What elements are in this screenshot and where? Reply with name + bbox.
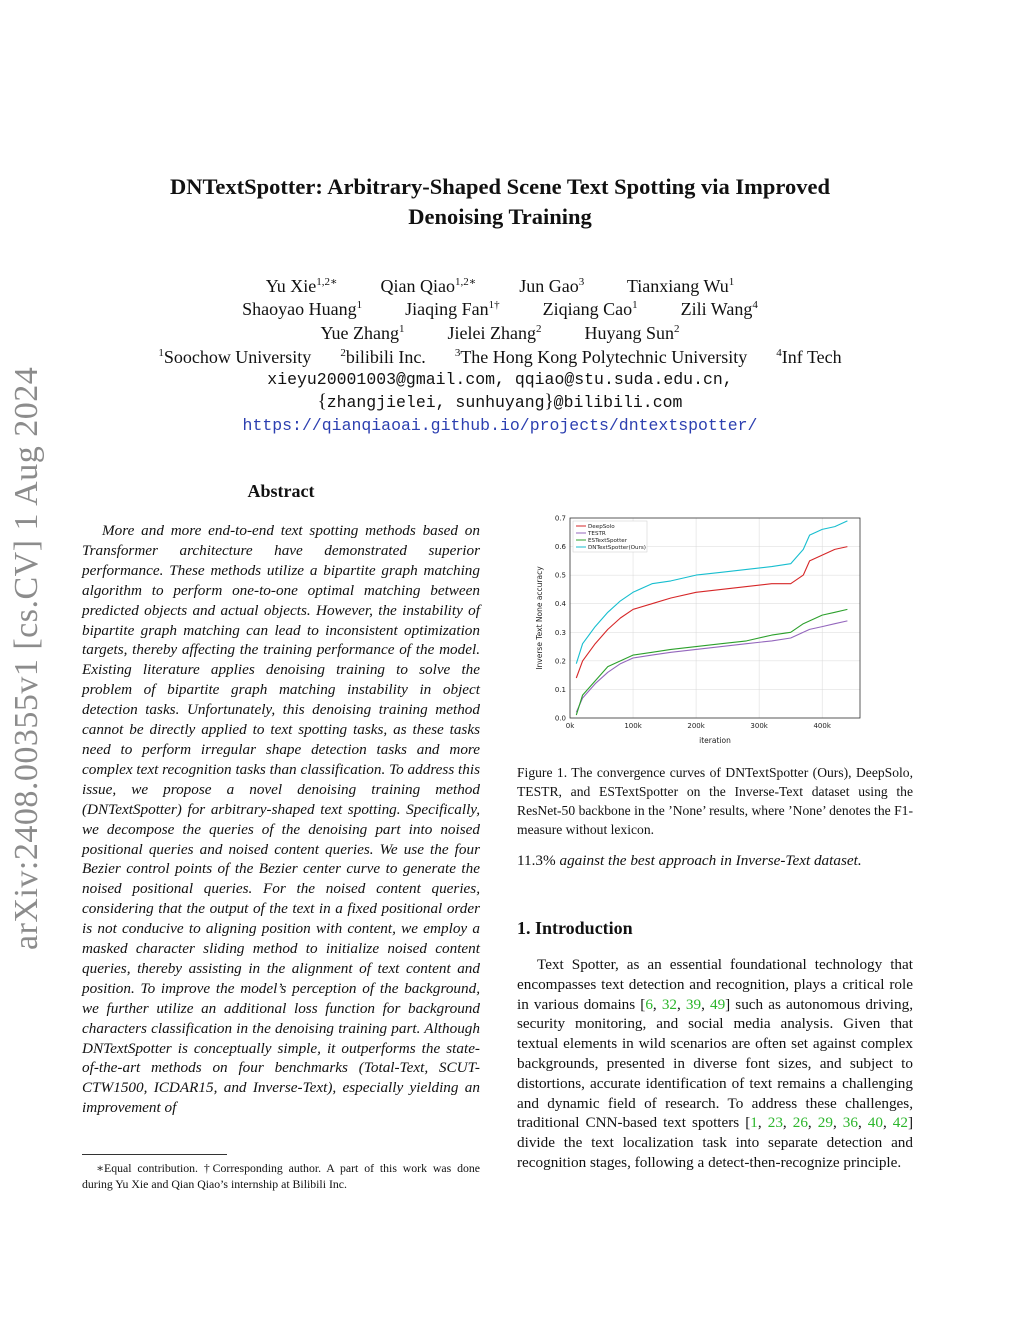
series-line-estextspotter	[576, 609, 847, 715]
affiliations	[60, 342, 940, 369]
footnote: ∗Equal contribution. †Corresponding author. A part of this work was done during Yu Xie and Qian Qiao’s internship at Bilibili Inc.	[82, 1161, 480, 1191]
y-tick-label: 0.4	[554, 600, 566, 609]
affiliation: $^1$Soochow University	[158, 347, 312, 367]
x-tick-label: 0k	[565, 722, 575, 730]
series-line-deepsolo	[576, 547, 847, 678]
citation-link[interactable]: 29	[817, 1114, 833, 1132]
chart-y-label: Inverse Text None accuracy	[535, 566, 544, 670]
title-line-1: DNTextSpotter: Arbitrary-Shaped Scene Text Spotting via Improved	[169, 174, 831, 199]
paper-title	[60, 172, 940, 232]
chart-legend	[573, 521, 647, 552]
author: Yu Xie$^{1,2∗}$	[265, 276, 338, 296]
y-tick-label: 0.0	[554, 714, 566, 723]
author-row-2	[60, 294, 940, 321]
legend-label-testr: TESTR	[588, 531, 606, 537]
author: Jiaqing Fan$^{1\dagger}$	[405, 299, 500, 319]
x-tick-label: 200k	[687, 722, 705, 730]
author: Tianxiang Wu$^1$	[626, 276, 735, 296]
author: Jun Gao$^3$	[519, 276, 585, 296]
affiliation: $^4$Inf Tech	[776, 347, 842, 367]
citation-link[interactable]: 1	[750, 1114, 758, 1132]
affiliation: $^2$bilibili Inc.	[340, 347, 426, 367]
title-line-2: Denoising Training	[408, 204, 592, 229]
author: Yue Zhang$^1$	[320, 323, 405, 343]
chart-x-label: iteration	[699, 736, 731, 745]
y-tick-label: 0.7	[554, 514, 566, 523]
section-heading-introduction: 1. Introduction	[517, 918, 633, 938]
legend-label-deepsolo: DeepSolo	[588, 524, 615, 530]
citation-link[interactable]: 42	[892, 1114, 908, 1132]
convergence-chart	[522, 510, 862, 750]
legend-label-dntextspotter: DNTextSpotter(Ours)	[588, 545, 646, 551]
x-tick-label: 300k	[750, 722, 768, 730]
citation-link[interactable]: 26	[792, 1114, 808, 1132]
author: Ziqiang Cao$^1$	[542, 299, 638, 319]
emails-line-1: xieyu20001003@gmail.com, qqiao@stu.suda.edu.cn,	[267, 370, 733, 389]
y-tick-label: 0.6	[554, 543, 566, 552]
citation-link[interactable]: 49	[709, 995, 726, 1013]
citation-link[interactable]: 6	[645, 995, 653, 1013]
introduction-paragraph: Text Spotter, as an essential foundational technology that encompasses text detection and recognition, plays a critical role in various domains [6, 32, 39, 49] such as autonomous driving, security monitoring, and social media analysis. Given that textual elements in wild scenarios are often set against complex backgrounds, presented in diverse font sizes, and subject to distortions, accurate identification of text remains a challenging and dynamic field of research. To address these challenges, traditional CNN-based text spotters [1, 23, 26, 29, 36, 40, 42] divide the text localization task into separate detection and recognition stages, following a detect-then-recognize principle.	[517, 956, 914, 1171]
series-line-testr	[576, 621, 847, 712]
footnote-divider	[82, 1154, 227, 1155]
y-tick-label: 0.3	[554, 628, 566, 637]
emails-line-2: {zhangjielei, sunhuyang}@bilibili.com	[317, 391, 683, 412]
citation-link[interactable]: 32	[661, 995, 677, 1013]
citation-link[interactable]: 39	[685, 995, 702, 1013]
citation-link[interactable]: 36	[842, 1114, 858, 1132]
figure-1-caption: Figure 1. The convergence curves of DNTextSpotter (Ours), DeepSolo, TESTR, and ESTextSpotter on the Inverse-Text dataset using the ResNet-50 backbone in the ’None’ results, where ’None’ denotes the F1-measure without lexicon.	[517, 765, 913, 837]
author: Jielei Zhang$^2$	[447, 323, 542, 343]
project-url-link[interactable]: https://qianqiaoai.github.io/projects/dntextspotter/	[242, 416, 758, 435]
arxiv-identifier: arXiv:2408.00355v1 [cs.CV] 1 Aug 2024	[8, 366, 45, 950]
author: Shaoyao Huang$^1$	[242, 299, 363, 319]
abstract-continuation: 11.3% against the best approach in Inverse-Text dataset.	[517, 852, 862, 869]
x-tick-label: 400k	[813, 722, 831, 730]
abstract-heading: Abstract	[247, 481, 315, 501]
y-tick-label: 0.2	[554, 657, 566, 666]
legend-label-estextspotter: ESTextSpotter	[588, 538, 628, 544]
x-tick-label: 100k	[624, 722, 642, 730]
y-tick-label: 0.5	[554, 571, 566, 580]
abstract-text: More and more end-to-end text spotting methods based on Transformer architecture have demonstrated superior performance. These methods utilize a bipartite graph matching algorithm to perform one-to-one optimal matching between predicted objects and actual objects. However, the instability of bipartite graph matching can lead to inconsistent optimization targets, thereby affecting the training performance of the model. Existing literature applies denoising training to solve the problem of bipartite graph matching instability in object detection tasks. Unfortunately, this denoising training method cannot be directly applied to text spotting tasks, as these tasks need to perform irregular shape detection tasks and more complex text recognition tasks than classification. To address this issue, we propose a novel denoising training method (DNTextSpotter) for arbitrary-shaped text spotting. Specifically, we decompose the queries of the denoising part into noised positional queries and noised content queries. We use the four Bezier control points of the Bezier center curve to generate the noised positional queries. For the noised content queries, considering that the output of the text in a fixed positional order is not conducive to aligning position with content, we employ a masked character sliding method to initialize noised content queries, thereby assisting in the alignment of text content and position. To improve the model’s perception of the background, we further utilize an additional loss function for background characters classification in the denoising training part. Although DNTextSpotter is conceptually simple, it outperforms the state-of-the-art methods on four benchmarks (Total-Text, SCUT-CTW1500, ICDAR15, and Inverse-Text), especially yielding an improvement of	[82, 522, 480, 1117]
citation-link[interactable]: 40	[867, 1114, 883, 1132]
author-row-3	[60, 318, 940, 345]
citation-link[interactable]: 23	[767, 1114, 783, 1132]
y-tick-label: 0.1	[554, 685, 566, 694]
author: Qian Qiao$^{1,2∗}$	[380, 276, 477, 296]
affiliation: $^3$The Hong Kong Polytechnic University	[454, 347, 748, 367]
author: Zili Wang$^4$	[680, 299, 758, 319]
author: Huyang Sun$^2$	[584, 323, 680, 343]
